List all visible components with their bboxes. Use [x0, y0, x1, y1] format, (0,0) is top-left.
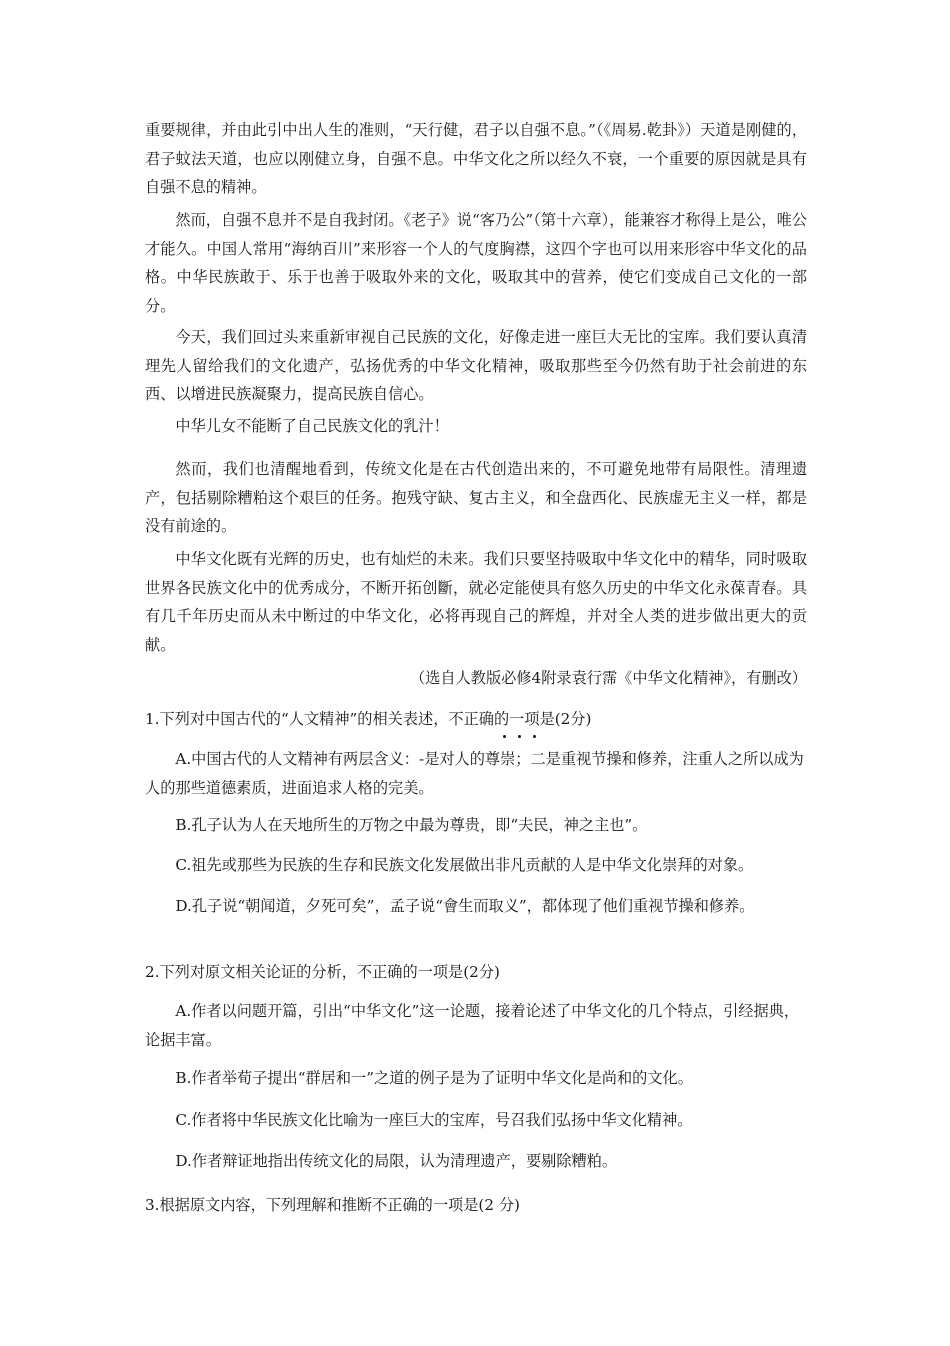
- question-1-option-d: D.孔子说“朝闻道，夕死可矣”，孟子说“會生而取义”，都体现了他们重视节操和修养。: [175, 897, 755, 915]
- passage-paragraph: 中华文化既有光辉的历史，也有灿烂的未来。我们只要坚持吸取中华文化中的精华，同时吸取世界各民族文化中的优秀成分，不断开拓创斷，就必定能使具有悠久历史的中华文化永葆青春。具有几千年历史而从未中断过的中华文化，必将再现自己的辉煌，并对全人类的进步做出更大的贡献。: [145, 550, 807, 654]
- question-1-option-a: A.中国古代的人文精神有两层含义：-是对人的尊崇；二是重视节操和修养，注重人之所以成为人的那些道德素质，进面追求人格的完美。: [145, 750, 804, 797]
- source-citation: （选自人教版必修4附录袁行霈《中华文化精神》，有删改）: [410, 669, 807, 687]
- passage-paragraph: 今天，我们回过头来重新审视自己民族的文化，好像走进一座巨大无比的宝库。我们要认真清理先人留给我们的文化遗产，弘扬优秀的中华文化精神，吸取那些至今仍然有助于社会前进的东西、以增进民族凝聚力，提高民族自信心。: [145, 328, 807, 403]
- question-1-option-b: B.孔子认为人在天地所生的万物之中最为尊贵，即“夫民，神之主也”。: [175, 816, 648, 834]
- question-1-option-c: C.祖先或那些为民族的生存和民族文化发展做出非凡贡献的人是中华文化崇拜的对象。: [175, 856, 754, 874]
- emphasis-dot: [503, 735, 506, 738]
- passage-paragraph: 然而，我们也清醒地看到，传统文化是在古代创造出来的，不可避免地带有局限性。清理遗产，包括剔除糟粕这个艰巨的任务。抱残守缺、复古主义，和全盘西化、民族虚无主义一样，都是没有前途的。: [145, 460, 807, 535]
- emphasis-dot: [533, 735, 536, 738]
- question-2-option-c: C.作者将中华民族文化比喻为一座巨大的宝库，号召我们弘扬中华文化精神。: [175, 1111, 693, 1129]
- question-2-option-b: B.作者举荀子提出“群居和一”之道的例子是为了证明中华文化是尚和的文化。: [175, 1069, 693, 1087]
- passage-paragraph: 重要规律，并由此引中出人生的准则，“天行健，君子以自强不息。”（《周易.乾卦》）天道是刚健的，君子蚊法天道，也应以刚健立身，自强不息。中华文化之所以经久不衰，一个重要的原因就是具有自强不息的精神。: [145, 121, 807, 196]
- passage-paragraph: 然而，自强不息并不是自我封闭。《老子》说“客乃公”（第十六章），能兼容才称得上是公，唯公才能久。中国人常用“海纳百川”来形容一个人的气度胸襟，这四个字也可以用来形容中华文化的品格。中华民族敢于、乐于也善于吸取外来的文化，吸取其中的营养，使它们变成自己文化的一部分。: [145, 211, 807, 315]
- question-2-stem: 2.下列对原文相关论证的分析，不正确的一项是(2分): [145, 963, 500, 981]
- question-3-stem: 3.根据原文内容，下列理解和推断不正确的一项是(2 分): [145, 1196, 520, 1214]
- passage-paragraph: 中华儿女不能断了自己民族文化的乳汁！: [175, 417, 449, 435]
- question-2-option-d: D.作者辩证地指出传统文化的局限，认为清理遗产，要剔除糟粕。: [175, 1152, 618, 1170]
- emphasis-dot: [518, 735, 521, 738]
- question-1-stem: 1.下列对中国古代的“人文精神”的相关表述，不正确的一项是(2分): [145, 710, 592, 728]
- question-2-option-a: A.作者以问题开篇，引出“中华文化”这一论题，接着论述了中华文化的几个特点，引经据典，论据丰富。: [145, 1002, 800, 1049]
